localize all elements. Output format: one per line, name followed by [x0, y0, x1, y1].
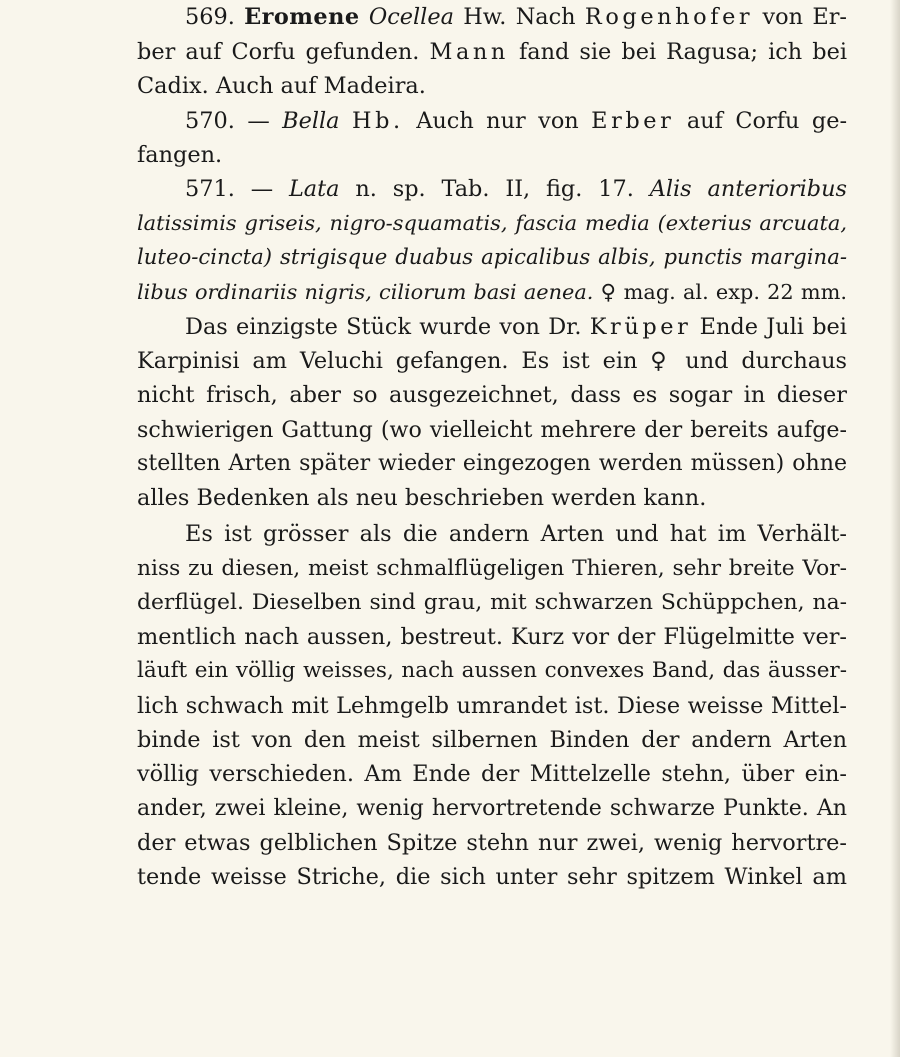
paragraph-2-line-8: völlig verschieden. Am Ende der Mittelzelle stehn, über ein-: [137, 761, 847, 787]
paragraph-1-line-5: stellten Arten später wieder eingezogen werden müssen) ohne: [137, 451, 847, 476]
paragraph-2-line-6: lich schwach mit Lehmgelb umrandet ist. Diese weisse Mittel-: [137, 693, 847, 719]
author-abbrev: Hb.: [352, 108, 404, 134]
paragraph-2-line-7: binde ist von den meist silbernen Binden der andern Arten: [137, 727, 847, 753]
paragraph-1-line-1: [137, 310, 847, 344]
measurement-text: ♀ mag. al. exp. 22 mm.: [600, 280, 847, 304]
paragraph-2-line-4: mentlich nach aussen, bestreut. Kurz vor der Flügelmitte ver-: [137, 624, 847, 650]
collector-name: Krüper: [589, 314, 692, 340]
text-run: n. sp. Tab. II, fig. 17.: [355, 176, 634, 202]
entry-569-line-3: [137, 69, 847, 103]
page-edge-shadow: [890, 0, 900, 1057]
paragraph-2-line-9: ander, zwei kleine, wenig hervortretende schwarze Punkte. An: [137, 795, 847, 821]
text-run: fand sie bei Ragusa; ich bei: [518, 39, 847, 65]
text-run: von Er-: [762, 4, 847, 30]
diagnosis-text: latissimis griseis, nigro-squamatis, fascia media (exterius arcuata,: [137, 211, 847, 235]
text-run: Das einzigste Stück wurde von Dr.: [185, 314, 582, 340]
paragraph-1-line-2: Karpinisi am Veluchi gefangen. Es ist ein ♀ und durchaus: [137, 348, 847, 374]
ditto-dash: —: [250, 176, 274, 202]
text-run: ber auf Corfu gefunden.: [137, 39, 420, 65]
author-abbrev: Hw.: [463, 4, 507, 30]
genus-name: Eromene: [244, 4, 360, 30]
paragraph-2-line-1: Es ist grösser als die andern Arten und hat im Verhält-: [185, 521, 847, 547]
species-name: Ocellea: [368, 4, 454, 30]
entry-571-line-2: [137, 206, 847, 240]
entry-571-line-4: [137, 275, 847, 309]
paragraph-2-line-2: niss zu diesen, meist schmalflügeligen Thieren, sehr breite Vor-: [137, 556, 847, 581]
species-name: Bella: [282, 108, 340, 134]
collector-name: Mann: [429, 39, 509, 65]
entry-569-line-1: [137, 0, 847, 34]
diagnosis-text: luteo-cincta) strigisque duabus apicalibus albis, punctis margina-: [137, 245, 847, 270]
text-run: fangen.: [137, 142, 223, 168]
text-run: Ende Juli bei: [699, 314, 847, 340]
diagnosis-text: libus ordinariis nigris, ciliorum basi aenea.: [137, 280, 594, 304]
text-run: Nach: [515, 4, 576, 30]
paragraph-2-line-11: tende weisse Striche, die sich unter sehr spitzem Winkel am: [137, 864, 847, 890]
paragraph-2-line-5: läuft ein völlig weisses, nach aussen convexes Band, das äusser-: [137, 658, 847, 683]
text-run: Auch nur von: [416, 108, 579, 134]
entry-number: 569.: [185, 4, 235, 30]
entry-number: 570.: [185, 108, 235, 134]
ditto-dash: —: [247, 108, 270, 134]
entry-570-line-1: [137, 104, 847, 138]
collector-name: Erber: [591, 108, 675, 134]
entry-571-line-1: [137, 172, 847, 206]
page-text: [137, 0, 847, 1057]
paragraph-2-line-3: derflügel. Dieselben sind grau, mit schwarzen Schüppchen, na-: [137, 590, 847, 615]
entry-569-line-2: [137, 35, 847, 69]
collector-name: Rogenhofer: [584, 4, 754, 30]
text-run: auf Corfu ge-: [686, 108, 848, 134]
paragraph-2-line-10: der etwas gelblichen Spitze stehn nur zwei, wenig hervortre-: [137, 830, 847, 856]
species-name: Lata: [288, 176, 340, 202]
paragraph-1-line-3: nicht frisch, aber so ausgezeichnet, dass es sogar in dieser: [137, 382, 847, 408]
entry-570-line-2: [137, 138, 847, 172]
entry-571-line-3: [137, 241, 847, 275]
paragraph-1-line-6: alles Bedenken als neu beschrieben werden kann.: [137, 485, 707, 511]
diagnosis-text: Alis anterioribus: [649, 176, 847, 202]
text-run: Cadix. Auch auf Madeira.: [137, 73, 426, 99]
paragraph-1-line-4: schwierigen Gattung (wo vielleicht mehrere der bereits aufge-: [137, 417, 847, 443]
entry-number: 571.: [185, 176, 235, 202]
